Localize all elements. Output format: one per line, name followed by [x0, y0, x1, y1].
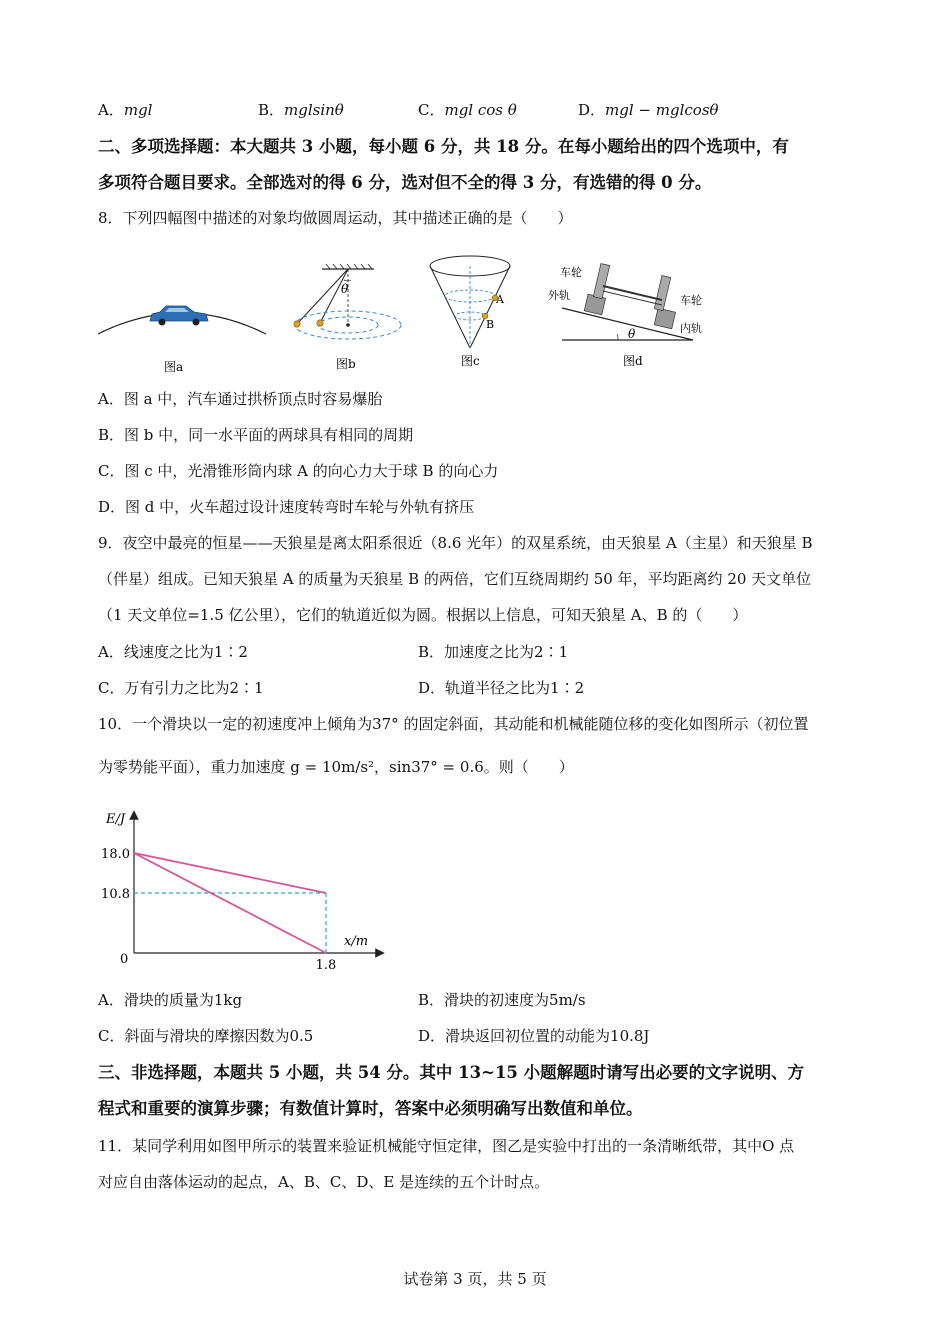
q10-option-d: D．滑块返回初位置的动能为10.8J — [418, 1027, 650, 1045]
q7-option-a: A．mgl — [98, 101, 153, 119]
q10-option-b: B．滑块的初速度为5m/s — [418, 991, 586, 1009]
q11-stem-line1: 11．某同学利用如图甲所示的装置来验证机械能守恒定律，图乙是实验中打出的一条清晰纸带，其中O 点 — [98, 1137, 795, 1155]
figure-b-label: 图b — [336, 357, 356, 371]
q7-option-c: C．mgl cos θ — [418, 101, 517, 119]
ball-b-label: B — [486, 318, 495, 331]
outer-rail-label: 外轨 — [548, 289, 570, 302]
car-icon — [150, 306, 208, 326]
theta-b-label: θ — [341, 282, 349, 296]
series-line-1 — [134, 853, 326, 893]
q10-energy-chart — [90, 805, 390, 980]
figure-b — [294, 264, 401, 371]
wheel-left-label: 车轮 — [560, 266, 582, 279]
q10-stem-line1: 10．一个滑块以一定的初速度冲上倾角为37° 的固定斜面，其动能和机械能随位移的变化如图所示（初位置 — [98, 715, 809, 733]
q7-option-d: D．mgl − mglcosθ — [578, 101, 719, 119]
q9-stem-line2: （伴星）组成。已知天狼星 A 的质量为天狼星 B 的两倍，它们互绕周期约 50 年，平均距离约 20 天文单位 — [98, 570, 812, 588]
inner-rail-label: 内轨 — [680, 322, 702, 335]
figure-d-label: 图d — [623, 354, 643, 368]
section2-heading-line2: 多项符合题目要求。全部选对的得 6 分，选对但不全的得 3 分，有选错的得 0 分。 — [98, 173, 712, 192]
ball-a-label: A — [496, 293, 504, 306]
y-axis-label: E/J — [106, 812, 126, 827]
x-axis-label: x/m — [344, 934, 369, 949]
q7-option-b: B．mglsinθ — [258, 101, 344, 119]
figure-d — [548, 264, 702, 368]
q9-stem-line1: 9．夜空中最亮的恒星——天狼星是离太阳系很近（8.6 光年）的双星系统，由天狼星 A（主星）和天狼星 B — [98, 534, 813, 552]
figure-c-label: 图c — [461, 354, 480, 368]
theta-d-label: θ — [628, 327, 636, 341]
figure-a-label: 图a — [164, 360, 184, 374]
figure-a — [98, 306, 266, 374]
y-tick-label-0: 18.0 — [101, 847, 130, 862]
q9-option-c: C．万有引力之比为2∶1 — [98, 679, 264, 697]
x-tick-label-1: 1.8 — [315, 958, 337, 973]
q11-stem-line2: 对应自由落体运动的起点，A、B、C、D、E 是连续的五个计时点。 — [98, 1173, 550, 1191]
wheel-right-label: 车轮 — [680, 294, 702, 307]
q10-stem-line2: 为零势能平面），重力加速度 g = 10m/s²，sin37° = 0.6。则（ ） — [98, 758, 574, 776]
q9-option-b: B．加速度之比为2∶1 — [418, 643, 569, 661]
section3-heading-line2: 程式和重要的演算步骤；有数值计算时，答案中必须明确写出数值和单位。 — [98, 1099, 643, 1118]
q8-option-a: A．图 a 中，汽车通过拱桥顶点时容易爆胎 — [98, 390, 383, 408]
q8-option-c: C．图 c 中，光滑锥形筒内球 A 的向心力大于球 B 的向心力 — [98, 462, 499, 480]
origin-label: 0 — [120, 952, 129, 967]
q10-option-c: C．斜面与滑块的摩擦因数为0.5 — [98, 1027, 314, 1045]
q8-figures — [90, 248, 710, 376]
figure-c — [430, 256, 510, 368]
q8-option-b: B．图 b 中，同一水平面的两球具有相同的周期 — [98, 426, 414, 444]
q8-option-d: D．图 d 中，火车超过设计速度转弯时车轮与外轨有挤压 — [98, 498, 475, 516]
page-footer: 试卷第 3 页，共 5 页 — [403, 1270, 547, 1288]
section3-heading-line1: 三、非选择题，本题共 5 小题，共 54 分。其中 13~15 小题解题时请写出必要的文字说明、方 — [98, 1063, 805, 1082]
series-line-2 — [134, 853, 326, 953]
q9-option-d: D．轨道半径之比为1∶2 — [418, 679, 585, 697]
section2-heading-line1: 二、多项选择题：本大题共 3 小题，每小题 6 分，共 18 分。在每小题给出的四个选项中，有 — [98, 137, 789, 156]
y-tick-label-1: 10.8 — [101, 887, 130, 902]
q9-option-a: A．线速度之比为1∶2 — [98, 643, 248, 661]
q10-option-a: A．滑块的质量为1kg — [98, 991, 243, 1009]
q8-stem: 8．下列四幅图中描述的对象均做圆周运动，其中描述正确的是（ ） — [98, 209, 573, 227]
q9-stem-line3: （1 天文单位=1.5 亿公里），它们的轨道近似为圆。根据以上信息，可知天狼星 A、B 的（ ） — [98, 606, 748, 624]
